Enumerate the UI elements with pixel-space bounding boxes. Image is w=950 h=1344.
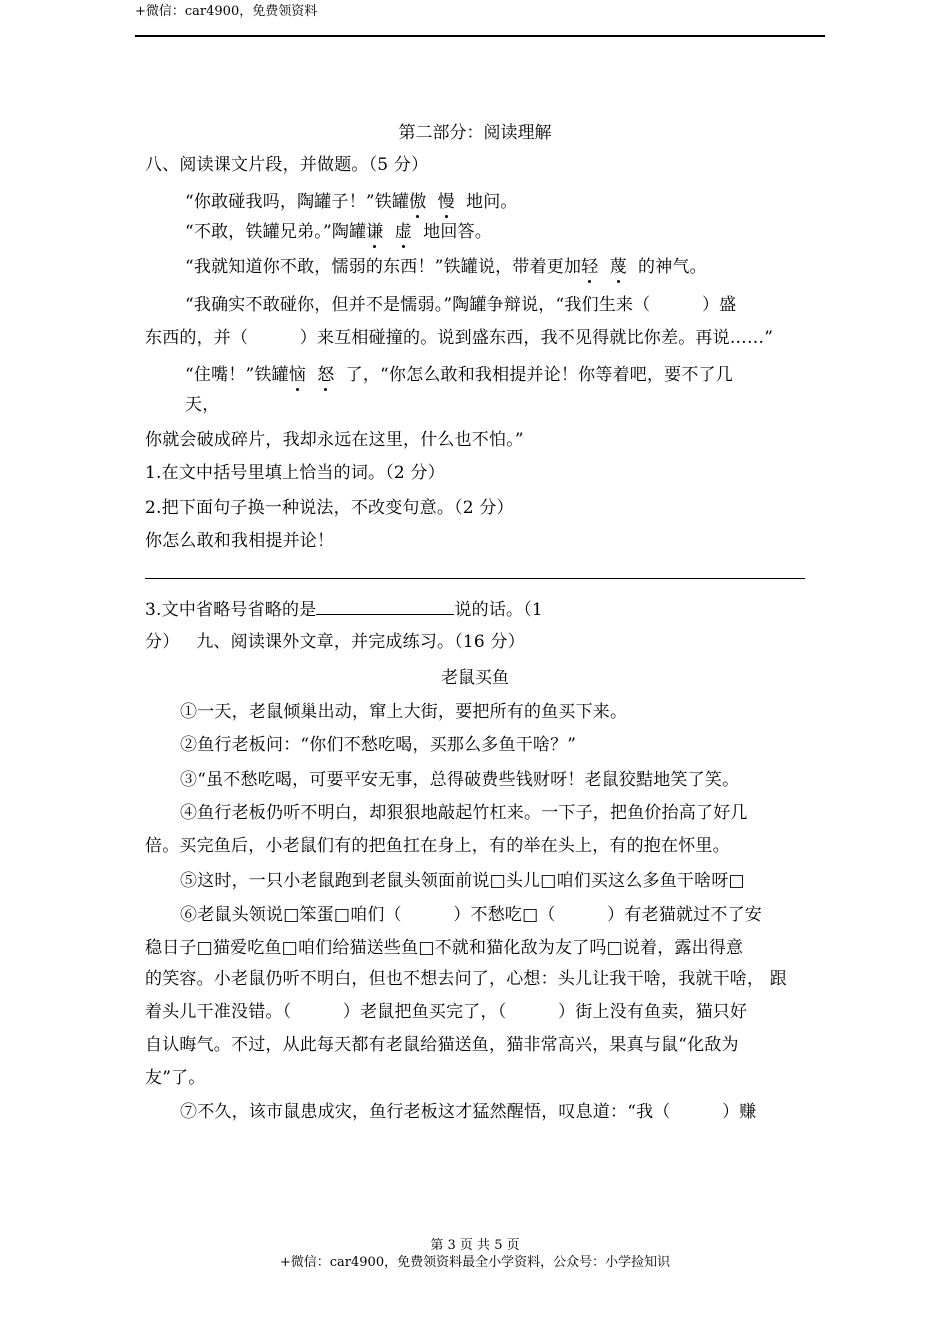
q8-passage-line-3: “我就知道你不敢，懦弱的东西！”铁罐说，带着更加轻 蔑 的神气。 <box>185 257 707 277</box>
story-para-5: ⑤这时，一只小老鼠跑到老鼠头领面前说□头儿□咱们买这么多鱼干啥呀□ <box>180 871 745 891</box>
story-title: 老鼠买鱼 <box>441 668 509 688</box>
story-para-6e: 自认晦气。不过，从此每天都有老鼠给猫送鱼，猫非常高兴，果真与鼠“化敌为 <box>145 1035 739 1055</box>
q8-question-2: 2.把下面句子换一种说法，不改变句意。（2 分） <box>145 498 514 518</box>
story-para-6c: 的笑容。小老鼠仍听不明白，但也不想去问了，心想：头儿让我干啥，我就干啥， 跟 <box>145 969 788 989</box>
page-header: +微信：car4900，免费领资料 <box>135 4 318 19</box>
story-para-6d: 着头儿干准没错。（ ）老鼠把鱼买完了，（ ）街上没有鱼卖，猫只好 <box>145 1002 748 1022</box>
q9-heading: 九、阅读课外文章，并完成练习。（16 分） <box>196 632 525 652</box>
q8-question-1: 1.在文中括号里填上恰当的词。（2 分） <box>145 463 445 483</box>
story-para-6f: 友”了。 <box>145 1068 206 1088</box>
q8-passage-line-6: 你就会破成碎片，我却永远在这里，什么也不怕。” <box>145 430 524 450</box>
q8-heading: 八、阅读课文片段，并做题。（5 分） <box>145 155 429 175</box>
section-title: 第二部分：阅读理解 <box>398 123 552 143</box>
q8-passage-line-2: “不敢，铁罐兄弟。”陶罐谦 虚 地回答。 <box>185 222 492 242</box>
story-para-6b: 稳日子□猫爱吃鱼□咱们给猫送些鱼□不就和猫化敌为友了吗□说着，露出得意 <box>145 938 744 958</box>
story-para-4a: ④鱼行老板仍听不明白，却狠狠地敲起竹杠来。一下子，把鱼价抬高了好几 <box>180 803 748 823</box>
q8-question-3: 3.文中省略号省略的是 说的话。（1 <box>145 600 543 620</box>
q8-passage-line-5: “住嘴！”铁罐恼 怒 了，“你怎么敢和我相提并论！你等着吧，要不了几 <box>185 365 733 385</box>
q8-passage-line-1: “你敢碰我吗，陶罐子！”铁罐傲 慢 地问。 <box>185 192 518 212</box>
story-para-1: ①一天，老鼠倾巢出动，窜上大街，要把所有的鱼买下来。 <box>180 702 628 722</box>
story-para-7: ⑦不久，该市鼠患成灾，鱼行老板这才猛然醒悟，叹息道：“我（ ）赚 <box>180 1102 757 1122</box>
q8-passage-line-4b: 东西的，并（ ）来互相碰撞的。说到盛东西，我不见得就比你差。再说……” <box>145 328 774 348</box>
q8-passage-line-4a: “我确实不敢碰你，但并不是懦弱。”陶罐争辩说，“我们生来（ ）盛 <box>185 295 737 315</box>
q8-q3-tail-and-q9-heading: 分） 九、阅读课外文章，并完成练习。（16 分） <box>145 632 525 652</box>
blank-underline[interactable] <box>316 598 454 615</box>
story-para-4b: 倍。买完鱼后，小老鼠们有的把鱼扛在身上，有的举在头上，有的抱在怀里。 <box>145 836 730 856</box>
story-para-6a: ⑥老鼠头领说□笨蛋□咱们（ ）不愁吃□（ ）有老猫就过不了安 <box>180 905 762 925</box>
page-number: 第 3 页 共 5 页 <box>430 1238 520 1253</box>
answer-line[interactable] <box>145 578 805 579</box>
story-para-2: ②鱼行老板问：“你们不愁吃喝，买那么多鱼干啥？” <box>180 735 577 755</box>
footer-ad: +微信：car4900，免费领资料最全小学资料，公众号：小学捡知识 <box>279 1255 671 1270</box>
q8-question-2-sentence: 你怎么敢和我相提并论！ <box>145 531 335 551</box>
q8-passage-line-5b: 天， <box>185 395 220 415</box>
header-divider <box>135 35 825 37</box>
story-para-3: ③“虽不愁吃喝，可要平安无事，总得破费些钱财呀！老鼠狡黠地笑了笑。 <box>180 770 740 790</box>
